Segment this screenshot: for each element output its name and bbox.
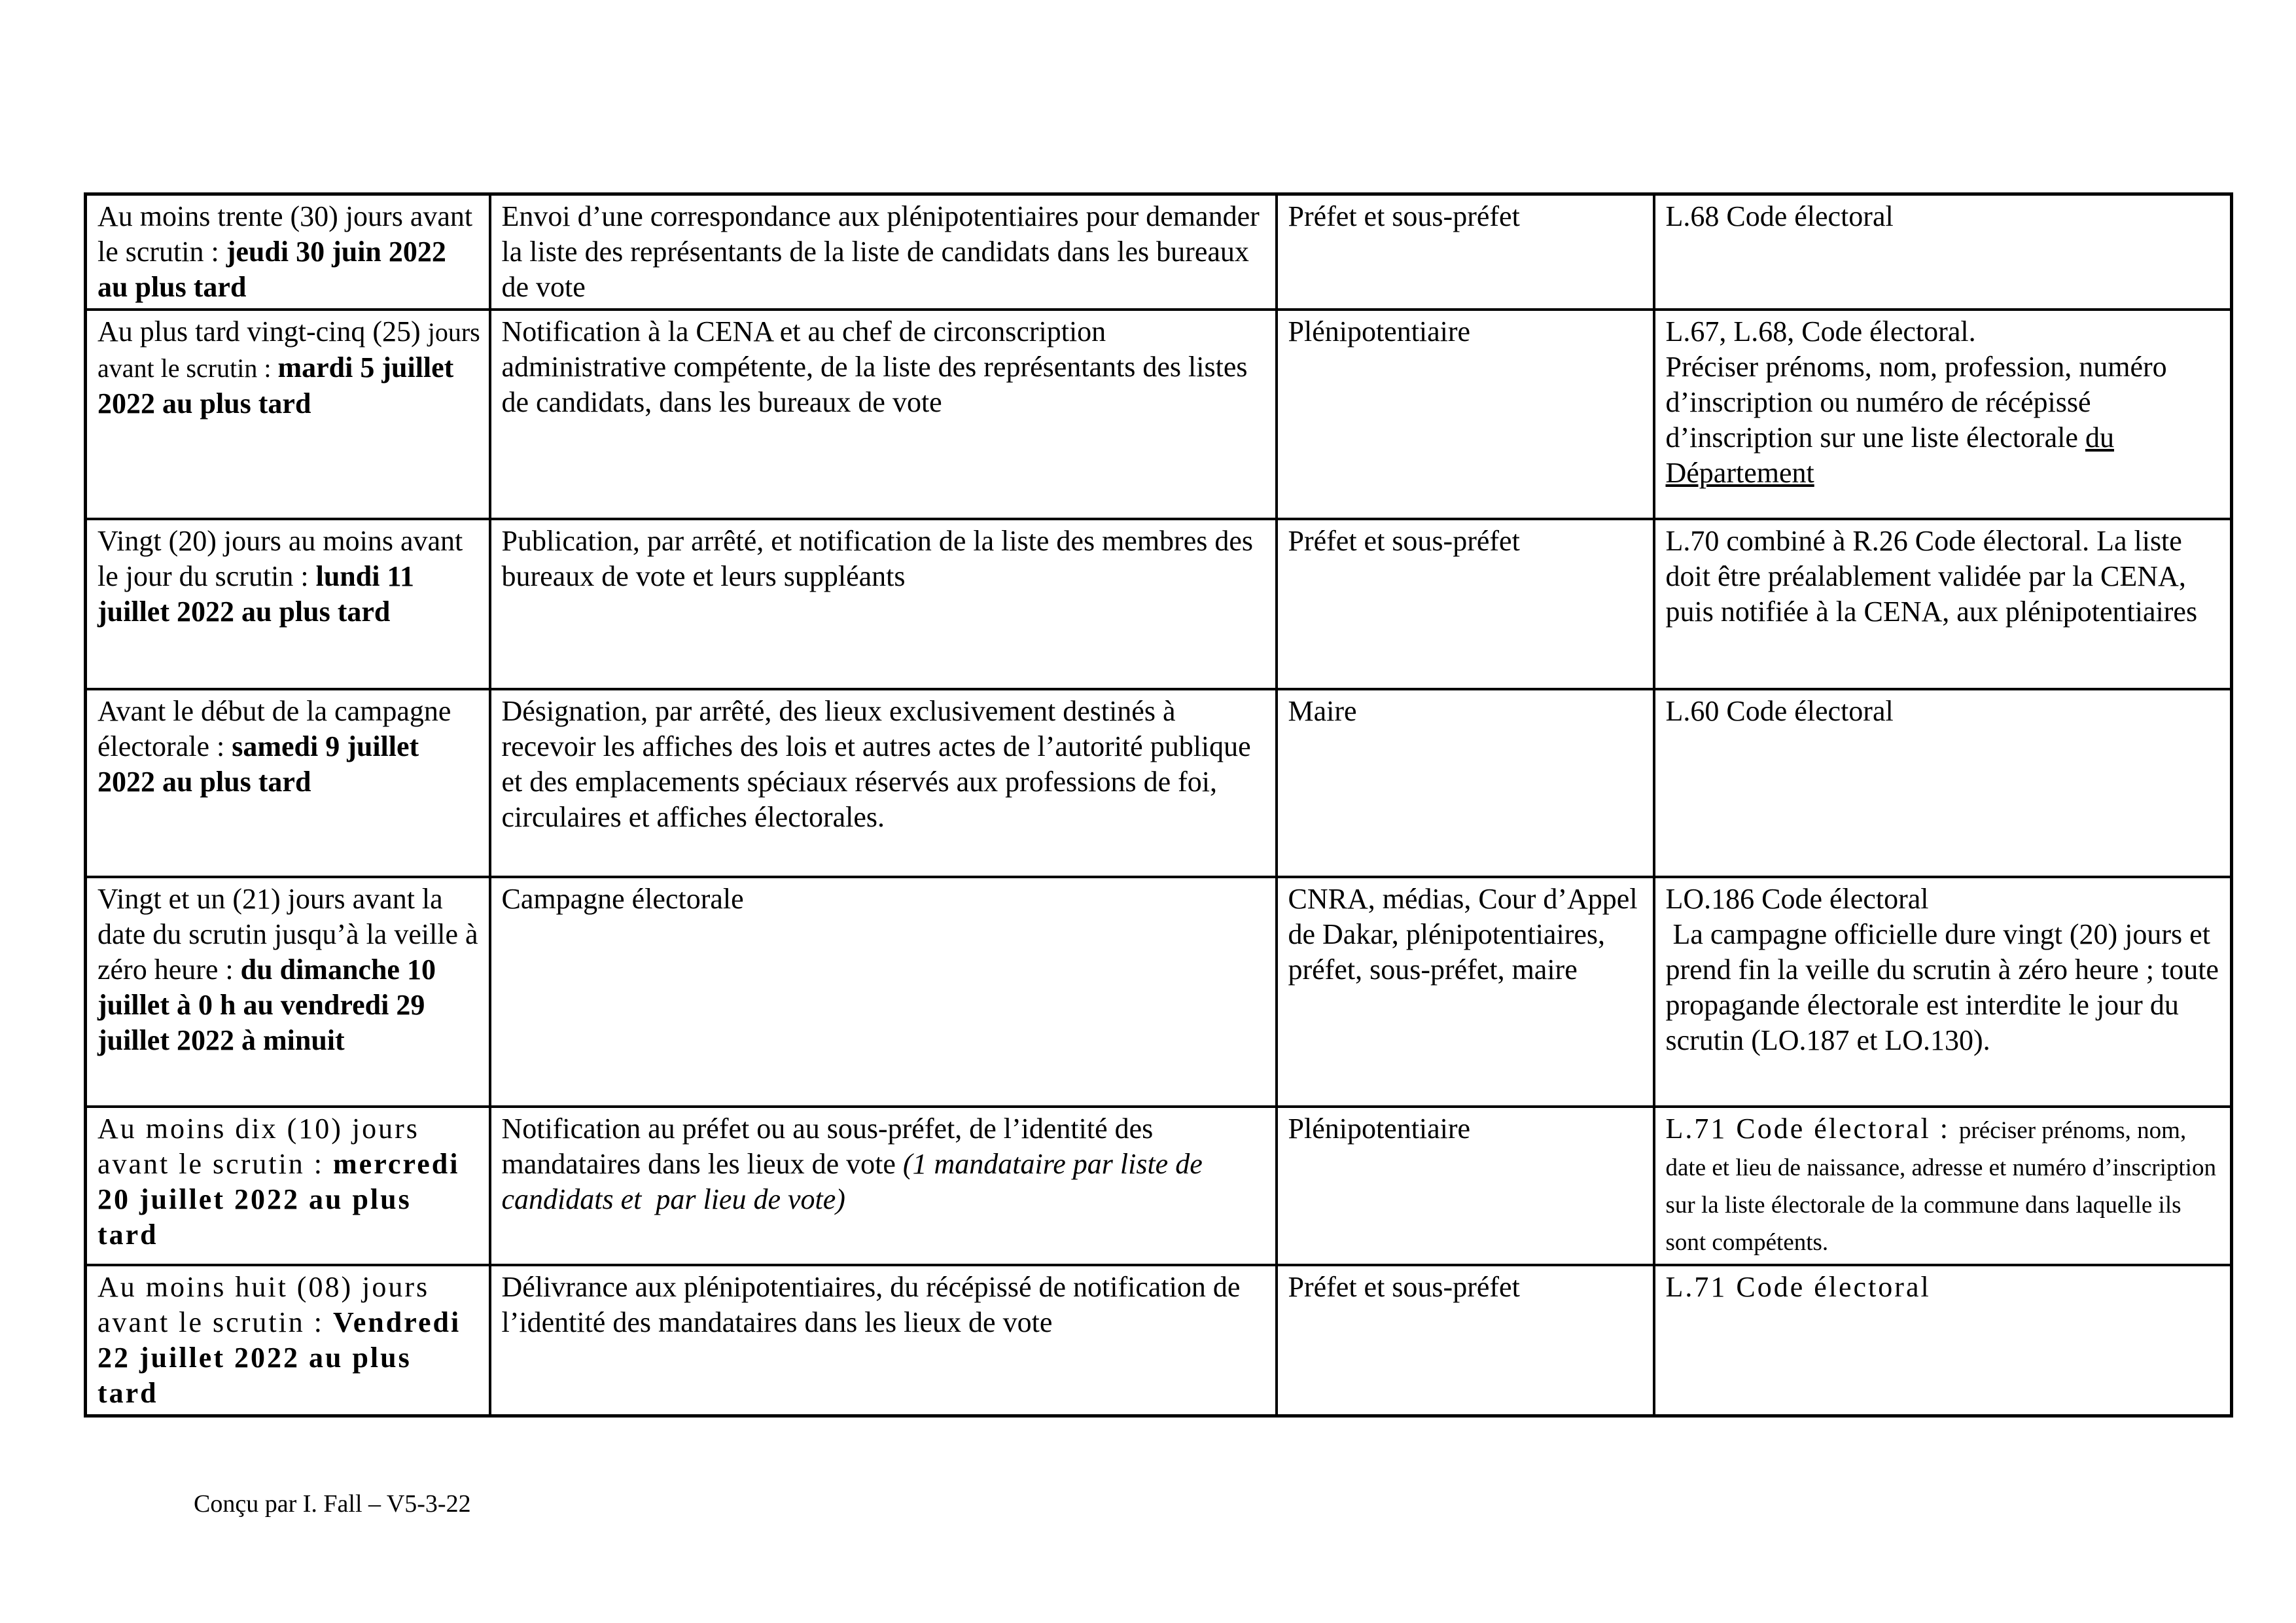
cell-deadline — [86, 1107, 490, 1265]
cell-deadline — [86, 877, 490, 1107]
deadline-date: mardi 5 juillet 2022 au plus tard — [97, 351, 454, 419]
table-row — [86, 194, 2232, 310]
table-row — [86, 310, 2232, 519]
deadline-date: mercredi 20 juillet 2022 au plus tard — [97, 1148, 460, 1251]
reference-line: LO.186 Code électoral — [1665, 883, 1929, 915]
cell-legal-reference: L.71 Code électoral — [1654, 1265, 2232, 1416]
cell-legal-reference — [1654, 877, 2232, 1107]
deadline-text: Avant le début de la campagne électorale : — [97, 695, 451, 762]
cell-legal-reference — [1654, 310, 2232, 519]
cell-deadline — [86, 689, 490, 877]
cell-actor: Plénipotentiaire — [1277, 1107, 1654, 1265]
deadline-text: Au moins huit (08) jours avant le scrutin : — [97, 1271, 430, 1338]
cell-actor: Préfet et sous-préfet — [1277, 519, 1654, 689]
deadline-text: Au moins trente (30) jours avant le scrutin : — [97, 200, 473, 268]
table-row — [86, 689, 2232, 877]
deadline-date: Vendredi 22 juillet 2022 au plus tard — [97, 1306, 461, 1409]
cell-action: Campagne électorale — [490, 877, 1277, 1107]
deadline-date: jeudi 30 juin 2022 au plus tard — [97, 236, 446, 303]
reference-line: L.67, L.68, Code électoral. — [1665, 315, 1976, 348]
deadline-text: Au moins dix (10) jours avant le scrutin : — [97, 1113, 419, 1180]
electoral-calendar-table — [84, 192, 2233, 1418]
table-row — [86, 1265, 2232, 1416]
deadline-text-small: jours avant le scrutin : — [97, 317, 480, 383]
reference-lead: L.71 Code électoral : — [1665, 1113, 1959, 1145]
cell-action: Notification au préfet ou au sous-préfet, de l’identité des mandataires dans les lieux de vote (1 mandataire par liste de candidats et par lieu de vote) — [490, 1107, 1277, 1265]
cell-legal-reference: L.60 Code électoral — [1654, 689, 2232, 877]
cell-action: Délivrance aux plénipotentiaires, du récépissé de notification de l’identité des mandataires dans les lieux de vote — [490, 1265, 1277, 1416]
cell-actor: CNRA, médias, Cour d’Appel de Dakar, plénipotentiaires, préfet, sous-préfet, maire — [1277, 877, 1654, 1107]
deadline-date: samedi 9 juillet 2022 au plus tard — [97, 730, 419, 798]
cell-deadline — [86, 1265, 490, 1416]
footer-credit: Conçu par I. Fall – V5-3-22 — [194, 1490, 471, 1518]
cell-actor: Préfet et sous-préfet — [1277, 1265, 1654, 1416]
cell-legal-reference: L.70 combiné à R.26 Code électoral. La liste doit être préalablement validée par la CENA, puis notifiée à la CENA, aux plénipotentiaires — [1654, 519, 2232, 689]
table-row — [86, 519, 2232, 689]
reference-line: Préciser prénoms, nom, profession, numéro d’inscription ou numéro de récépissé d’inscription sur une liste électorale du Département — [1665, 351, 2167, 489]
deadline-date: du dimanche 10 juillet à 0 h au vendredi 29 juillet 2022 à minuit — [97, 954, 436, 1056]
table-row — [86, 1107, 2232, 1265]
reference-line: La campagne officielle dure vingt (20) jours et prend fin la veille du scrutin à zéro heure ; toute propagande électorale est interdite le jour du scrutin (LO.187 et LO.130). — [1665, 918, 2226, 1056]
cell-deadline — [86, 519, 490, 689]
cell-action: Désignation, par arrêté, des lieux exclusivement destinés à recevoir les affiches des lois et autres actes de l’autorité publique et des emplacements spéciaux réservés aux professions de foi, circulaires et affiches électorales. — [490, 689, 1277, 877]
deadline-text: Au plus tard vingt-cinq (25) — [97, 315, 428, 348]
cell-legal-reference — [1654, 1107, 2232, 1265]
table-row — [86, 877, 2232, 1107]
cell-actor: Plénipotentiaire — [1277, 310, 1654, 519]
cell-action: Envoi d’une correspondance aux plénipotentiaires pour demander la liste des représentants de la liste de candidats dans les bureaux de vote — [490, 194, 1277, 310]
cell-actor: Préfet et sous-préfet — [1277, 194, 1654, 310]
cell-deadline — [86, 194, 490, 310]
cell-legal-reference: L.68 Code électoral — [1654, 194, 2232, 310]
underlined-text: du Département — [1665, 421, 2114, 489]
deadline-date: lundi 11 juillet 2022 au plus tard — [97, 560, 415, 628]
cell-action: Publication, par arrêté, et notification de la liste des membres des bureaux de vote et leurs suppléants — [490, 519, 1277, 689]
cell-actor: Maire — [1277, 689, 1654, 877]
italic-note: (1 mandataire par liste de candidats et par lieu de vote) — [501, 1148, 1210, 1215]
cell-action: Notification à la CENA et au chef de circonscription administrative compétente, de la liste des représentants des listes de candidats, dans les bureaux de vote — [490, 310, 1277, 519]
cell-deadline — [86, 310, 490, 519]
deadline-text: Vingt (20) jours au moins avant le jour du scrutin : — [97, 525, 463, 592]
reference-detail: préciser prénoms, nom, date et lieu de naissance, adresse et numéro d’inscription sur la liste électorale de la commune dans laquelle ils sont compétents. — [1665, 1117, 2216, 1256]
deadline-text: Vingt et un (21) jours avant la date du scrutin jusqu’à la veille à zéro heure : — [97, 883, 478, 986]
